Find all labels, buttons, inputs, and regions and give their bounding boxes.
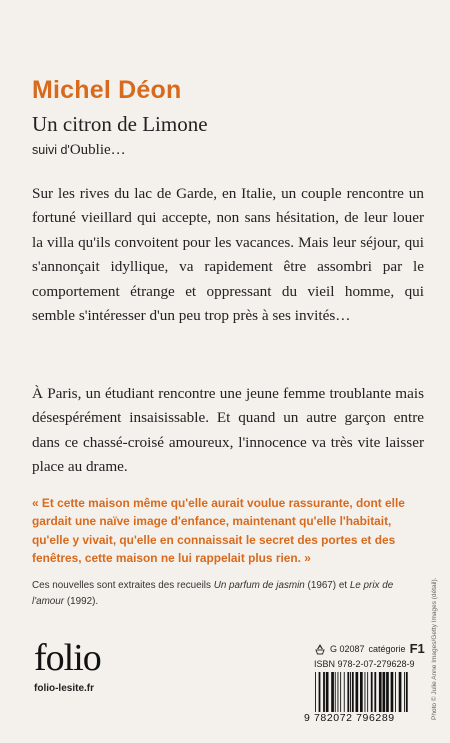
barcode-bar xyxy=(383,672,386,712)
isbn: ISBN 978-2-07-279628-9 xyxy=(314,659,415,669)
author-name: Michel Déon xyxy=(32,76,182,104)
barcode-bar xyxy=(331,672,334,712)
barcode-bar xyxy=(365,672,366,712)
source-note xyxy=(32,578,424,610)
summary-paragraph-1: Sur les rives du lac de Garde, en Italie, un couple rencontre un fortuné vieillard qui accepte, non sans hésitation, de leur louer la villa qu'ils convoitent pour les vacances. Mais leur séjour, qui s'annonçait idyllique, va rapidement être assombri par le comportement étrange et oppressant du vieil homme, qui semble s'intéresser d'un peu trop près à ses invités… xyxy=(32,185,424,325)
source-prefix: Ces nouvelles sont extraites des recueils xyxy=(32,580,214,591)
barcode-bar xyxy=(379,672,382,712)
barcode-bar xyxy=(367,672,368,712)
source-book-1: Un parfum de jasmin xyxy=(213,580,305,591)
barcode xyxy=(314,672,412,712)
source-year-2: (1992). xyxy=(64,596,99,607)
category-label: catégorie xyxy=(368,643,406,654)
barcode-bar xyxy=(347,672,349,712)
barcode-bar xyxy=(338,672,339,712)
barcode-bar xyxy=(399,672,402,712)
barcode-bar xyxy=(326,672,329,712)
barcode-bar xyxy=(391,672,394,712)
barcode-bar xyxy=(404,672,405,712)
catalog-code-line xyxy=(314,641,425,656)
subtitle-work: Oublie… xyxy=(69,142,126,158)
barcode-bar xyxy=(356,672,359,712)
barcode-bar xyxy=(371,672,373,712)
category-code: F1 xyxy=(409,641,425,656)
excerpt-quote: « Et cette maison même qu'elle aurait voulue rassurante, dont elle gardait une naïve image d'enfance, maintenant qu'elle l'habitait, qu'elle y vivait, qu'elle en connaissait le secret des portes et des fenêtres, cette maison ne lui rappelait plus rien. » xyxy=(32,496,405,566)
barcode-bar xyxy=(340,672,341,712)
summary-paragraph-2: À Paris, un étudiant rencontre une jeune femme troublante mais désespérément insaisissable. Et quand un autre garçon entre dans ce chassé-croisé amoureux, l'innocence va très vite laisser place au drame. xyxy=(32,385,424,476)
barcode-bar xyxy=(335,672,336,712)
book-title: Un citron de Limone xyxy=(32,112,208,136)
barcode-bar xyxy=(352,672,354,712)
subtitle-suivi: suivi d' xyxy=(32,143,70,157)
source-year-1: (1967) et xyxy=(304,580,350,591)
barcode-bar xyxy=(395,672,396,712)
book-subtitle xyxy=(32,142,126,159)
barcode-bar xyxy=(350,672,351,712)
recycle-icon xyxy=(314,643,326,655)
folio-logo: folio xyxy=(34,637,101,679)
barcode-bar xyxy=(406,672,408,712)
barcode-bar xyxy=(315,672,316,712)
barcode-bar xyxy=(374,672,376,712)
barcode-bar xyxy=(344,672,345,712)
barcode-bar xyxy=(323,672,325,712)
source-book-2: Le prix de l'amour xyxy=(32,580,394,607)
barcode-digits: 9 782072 796289 xyxy=(304,712,395,724)
barcode-bar xyxy=(319,672,321,712)
barcode-bar xyxy=(386,672,389,712)
publisher-website[interactable]: folio-lesite.fr xyxy=(34,683,95,694)
barcode-bar xyxy=(360,672,363,712)
reference-code: G 02087 xyxy=(330,643,365,654)
photo-credit: Photo © Julie Anne Images/Getty Images (détail). xyxy=(431,577,438,720)
